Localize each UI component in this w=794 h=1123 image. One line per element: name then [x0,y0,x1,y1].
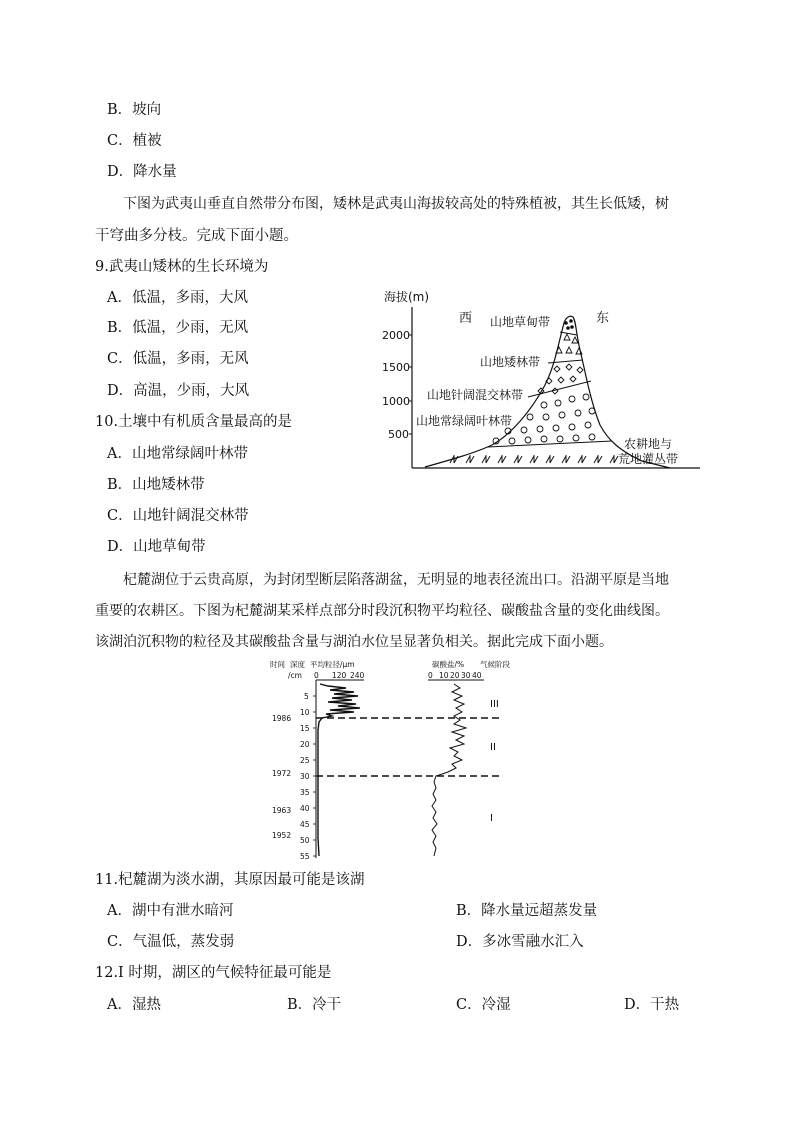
mountain-zonation-figure [380,285,705,475]
q12-option-a: A．湿热 [107,997,161,1013]
q11-option-b: B．降水量远超蒸发量 [456,903,598,919]
depth-50: 50 [300,836,310,845]
q12-option-b: B．冷干 [287,997,342,1013]
q10-option-a: A．山地常绿阔叶林带 [107,446,248,462]
boundary-evergreen-farm [488,441,612,447]
q9-option-b: B．低温，少雨，无风 [107,320,249,336]
grain-tick-240: 240 [350,671,365,680]
depth-45: 45 [300,820,310,829]
carbonate-tick-20: 20 [450,671,460,680]
stage-ii-label: II [490,742,496,753]
q11-option-d: D．多冰雪融水汇入 [456,934,584,950]
carbonate-tick-30: 30 [461,671,471,680]
boundary-meadow-dwarf [560,332,577,335]
depth-ticks [300,692,310,861]
depth-15: 15 [300,724,310,733]
carbonate-curve [432,684,466,856]
q10-option-b: B．山地矮林带 [107,477,205,493]
lake-intro-line1: 杞麓湖位于云贵高原，为封闭型断层陷落湖盆，无明显的地表径流出口。沿湖平原是当地 [123,572,669,588]
y-axis-label: 海拔(m) [384,290,430,304]
east-label: 东 [596,311,610,326]
mixed-forest-symbols [538,364,583,394]
year-1952: 1952 [272,831,292,840]
depth-5: 5 [304,692,309,701]
boundary-dwarf-mixed [548,360,583,363]
depth-55: 55 [300,852,310,861]
q11-option-c: C．气温低，蒸发弱 [107,934,235,950]
q9-option-d: D．高温，少雨，大风 [107,383,250,399]
q8-option-c: C．植被 [107,133,162,149]
year-1986: 1986 [272,714,292,723]
q11-stem: 11.杞麓湖为淡水湖，其原因最可能是该湖 [95,872,365,888]
y-tick-500: 500 [388,428,409,441]
shrub-symbols [450,455,618,463]
y-tick-1500: 1500 [382,361,410,374]
carbonate-tick-10: 10 [439,671,449,680]
grain-tick-0: 0 [314,671,319,680]
q8-option-b: B．坡向 [107,102,162,118]
zone-evergreen-label: 山地常绿阔叶林带 [416,414,513,428]
q10-option-d: D．山地草甸带 [107,539,206,555]
zone-farmland-label-1: 农耕地与 [624,437,673,451]
zone-mixed-label: 山地针阔混交林带 [427,388,524,402]
lake-intro-line3: 该湖泊沉积物的粒径及其碳酸盐含量与湖泊水位呈显著负相关。据此完成下面小题。 [95,634,613,650]
header-grain: 平均粒径/μm [310,660,355,669]
meadow-symbols [564,319,574,330]
grain-tick-120: 120 [332,671,347,680]
carbonate-tick-40: 40 [472,671,482,680]
header-stage: 气候阶段 [480,660,510,669]
header-unit: /cm [288,671,302,680]
q8-option-d: D．降水量 [107,164,177,180]
stage-i-label: I [490,813,493,824]
y-tick-1000: 1000 [382,395,410,408]
year-1972: 1972 [272,769,292,778]
depth-35: 35 [300,788,310,797]
depth-25: 25 [300,756,310,765]
header-time: 时间 [270,660,285,669]
q12-option-d: D．干热 [624,997,680,1013]
carbonate-tick-0: 0 [428,671,433,680]
q9-stem: 9.武夷山矮林的生长环境为 [95,259,269,275]
grain-size-curve [318,684,360,856]
lake-sediment-figure [268,658,518,863]
q12-stem: 12.I 时期，湖区的气候特征最可能是 [95,965,332,981]
q9-option-a: A．低温，多雨，大风 [107,290,248,306]
depth-40: 40 [300,804,310,813]
depth-10: 10 [300,708,310,717]
header-depth: 深度 [290,660,305,669]
q11-option-a: A．湖中有泄水暗河 [107,903,234,919]
west-label: 西 [459,311,473,326]
zone-meadow-label: 山地草甸带 [490,315,551,329]
wuyi-intro-line1: 下图为武夷山垂直自然带分布图，矮林是武夷山海拔较高处的特殊植被，其生长低矮，树 [123,196,669,212]
stage-iii-label: III [490,699,499,710]
q10-option-c: C．山地针阔混交林带 [107,508,249,524]
y-tick-2000: 2000 [382,329,410,342]
boundary-mixed-evergreen [528,381,591,397]
q10-stem: 10.土壤中有机质含量最高的是 [95,414,293,430]
zone-farmland-label-2: 荒地灌丛带 [618,452,679,466]
zone-dwarf-label: 山地矮林带 [480,355,541,369]
depth-20: 20 [300,740,310,749]
depth-30: 30 [300,772,310,781]
q9-option-c: C．低温，多雨，无风 [107,351,249,367]
wuyi-intro-line2: 干穹曲多分枝。完成下面小题。 [95,228,298,244]
header-carbonate: 碳酸盐/% [432,660,465,669]
q12-option-c: C．冷湿 [456,997,511,1013]
lake-intro-line2: 重要的农耕区。下图为杞麓湖某采样点部分时段沉积物平均粒径、碳酸盐含量的变化曲线图。 [95,603,669,619]
year-1963: 1963 [272,806,292,815]
